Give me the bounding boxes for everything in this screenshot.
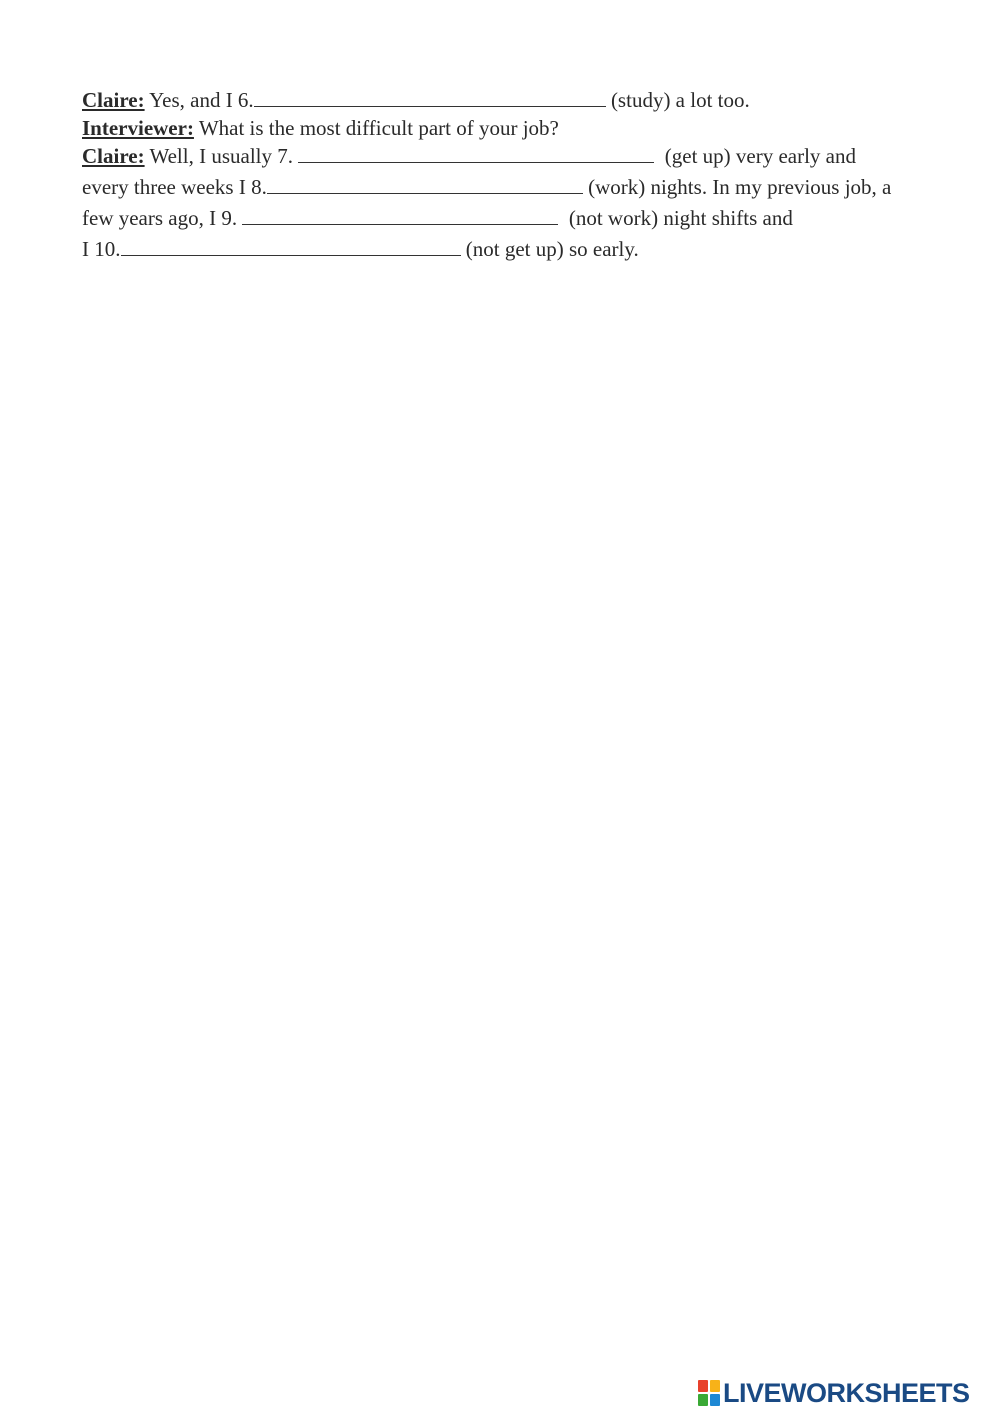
line-text: (not work) night shifts and <box>558 206 793 230</box>
line-text: Yes, and I 6. <box>144 88 254 112</box>
dialogue-line-6 <box>61 207 639 261</box>
speaker-label: Claire: <box>82 144 145 168</box>
line-text: (get up) very early and <box>654 144 856 168</box>
line-text: Well, I usually 7. <box>144 144 299 168</box>
speaker-label: Interviewer: <box>82 116 194 140</box>
speaker-label: Claire: <box>82 88 145 112</box>
logo-text: LIVEWORKSHEETS <box>723 1378 970 1408</box>
liveworksheets-logo <box>698 1378 970 1408</box>
line-text: I 10. <box>82 237 121 261</box>
dialogue-line-2 <box>61 86 559 140</box>
line-text: every three weeks I 8. <box>82 175 267 199</box>
line-text: (study) a lot too. <box>605 88 750 112</box>
dialogue-line-3 <box>61 114 856 168</box>
line-text: (work) nights. In my previous job, a <box>582 175 892 199</box>
liveworksheets-logo-icon <box>698 1380 720 1406</box>
line-text: (not get up) so early. <box>460 237 639 261</box>
dialogue-line-4 <box>61 145 892 199</box>
dialogue-line-1 <box>61 58 750 112</box>
line-text: few years ago, I 9. <box>82 206 243 230</box>
dialogue-line-5 <box>61 176 793 230</box>
answer-blank-10[interactable] <box>121 237 461 256</box>
line-text: What is the most difficult part of your job? <box>193 116 559 140</box>
